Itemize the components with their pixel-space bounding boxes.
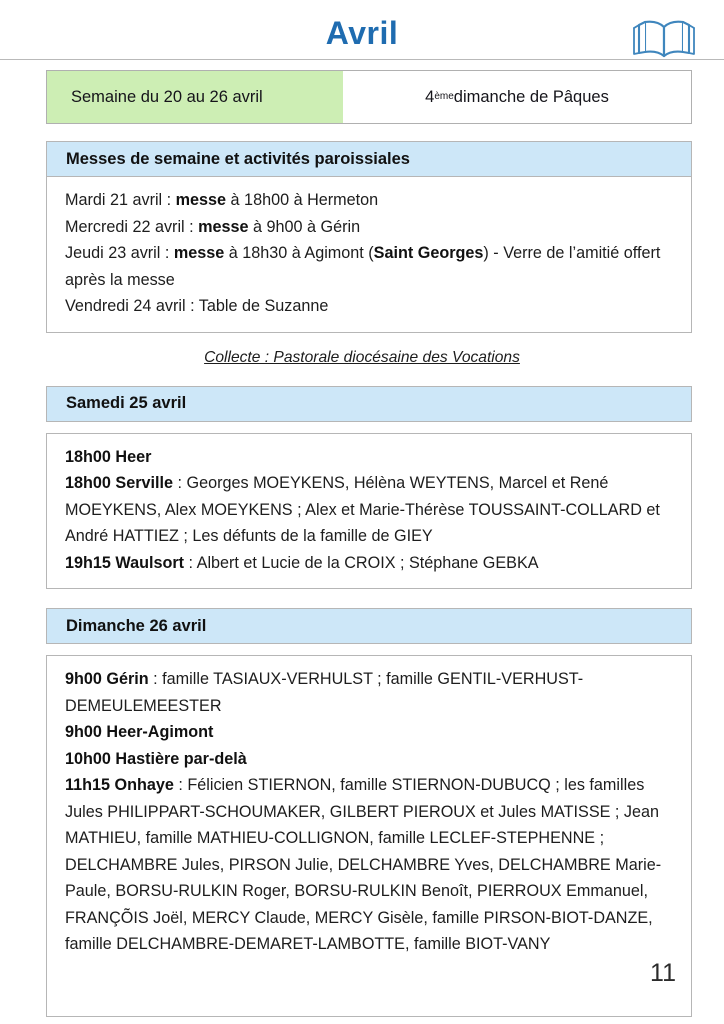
entry-line bbox=[65, 240, 673, 293]
entry-line bbox=[65, 214, 673, 241]
entry-emphasis: 19h15 Waulsort bbox=[65, 553, 185, 572]
week-banner bbox=[46, 70, 692, 124]
sunday-section-header: Dimanche 26 avril bbox=[46, 608, 692, 644]
collecte-text: Collecte : Pastorale diocésaine des Vocations bbox=[204, 348, 520, 366]
saturday-section-body bbox=[46, 433, 692, 590]
page-header bbox=[0, 0, 724, 62]
sunday-section-body bbox=[46, 655, 692, 1017]
saturday-section-header: Samedi 25 avril bbox=[46, 386, 692, 422]
entry-line bbox=[65, 550, 673, 577]
entry-text: à 18h30 à Agimont ( bbox=[224, 244, 374, 262]
entry-emphasis: 18h00 Heer bbox=[65, 447, 152, 466]
entry-text: Vendredi 24 avril : Table de Suzanne bbox=[65, 297, 329, 315]
weekday-section-body bbox=[46, 177, 692, 333]
sunday-feast-rest: dimanche de Pâques bbox=[453, 87, 609, 106]
entry-line bbox=[65, 187, 673, 214]
entry-line bbox=[65, 444, 673, 471]
entry-line bbox=[65, 470, 673, 550]
entry-text: à 9h00 à Gérin bbox=[248, 217, 361, 236]
entry-text: : Georges MOEYKENS, Hélèna WEYTENS, Marcel et René MOEYKENS, Alex MOEYKENS ; Alex et Marie-Thérèse TOUSSAINT-COLLARD et André HATTIEZ ; Les défunts de la famille de GIEY bbox=[65, 474, 660, 545]
week-range-label: Semaine du 20 au 26 avril bbox=[47, 71, 343, 123]
entry-text: Mardi 21 avril : bbox=[65, 191, 176, 209]
weekday-section-header: Messes de semaine et activités paroissiales bbox=[46, 141, 692, 177]
entry-emphasis: 11h15 Onhaye bbox=[65, 776, 174, 794]
entry-line bbox=[65, 666, 673, 719]
entry-emphasis: messe bbox=[175, 191, 227, 209]
open-book-icon bbox=[630, 16, 698, 60]
entry-emphasis: Saint Georges bbox=[373, 244, 484, 262]
sunday-ordinal-number: 4 bbox=[425, 87, 435, 106]
entry-emphasis: 18h00 Serville bbox=[65, 474, 173, 492]
entry-text: : famille TASIAUX-VERHULST ; famille GENTIL-VERHUST-DEMEULEMEESTER bbox=[65, 670, 584, 715]
entry-line bbox=[65, 746, 673, 773]
entry-text: à 18h00 à Hermeton bbox=[226, 191, 379, 209]
page-title: Avril bbox=[325, 15, 399, 51]
entry-emphasis: messe bbox=[198, 217, 249, 236]
entry-line bbox=[65, 772, 673, 958]
entry-emphasis: 9h00 Heer-Agimont bbox=[65, 723, 214, 741]
entry-text: Jeudi 23 avril : bbox=[65, 244, 174, 262]
entry-line bbox=[65, 719, 673, 746]
entry-emphasis: messe bbox=[173, 244, 225, 262]
header-divider bbox=[0, 59, 724, 60]
entry-text: ) - Verre de l’amitié offert après la messe bbox=[65, 244, 661, 289]
sunday-feast-label: 4 ème dimanche de Pâques bbox=[343, 71, 691, 123]
collecte-note bbox=[0, 349, 724, 367]
entry-text: : Albert et Lucie de la CROIX ; Stéphane GEBKA bbox=[184, 553, 539, 572]
page-number: 11 bbox=[650, 959, 676, 987]
entry-emphasis: 9h00 Gérin bbox=[65, 670, 149, 688]
entry-emphasis: 10h00 Hastière par-delà bbox=[65, 749, 247, 768]
entry-text: : Félicien STIERNON, famille STIERNON-DUBUCQ ; les familles Jules PHILIPPART-SCHOUMAKER, GILBERT PIEROUX et Jules MATISSE ; Jean MATHIEU, famille MATHIEU-COLLIGNON, famille LECLEF-STEPHENNE ; DELCHAMBRE Jules, PIRSON Julie, DELCHAMBRE Yves, DELCHAMBRE Marie-Paule, BORSU-RULKIN Roger, BORSU-RULKIN Benoît, PIERROUX Emmanuel, FRANÇÕIS Joël, MERCY Claude, MERCY Gisèle, famille PIRSON-BIOT-DANZE, famille DELCHAMBRE-DEMARET-LAMBOTTE, famille BIOT-VANY bbox=[65, 776, 662, 953]
entry-text: Mercredi 22 avril : bbox=[65, 217, 199, 236]
entry-line bbox=[65, 293, 673, 320]
